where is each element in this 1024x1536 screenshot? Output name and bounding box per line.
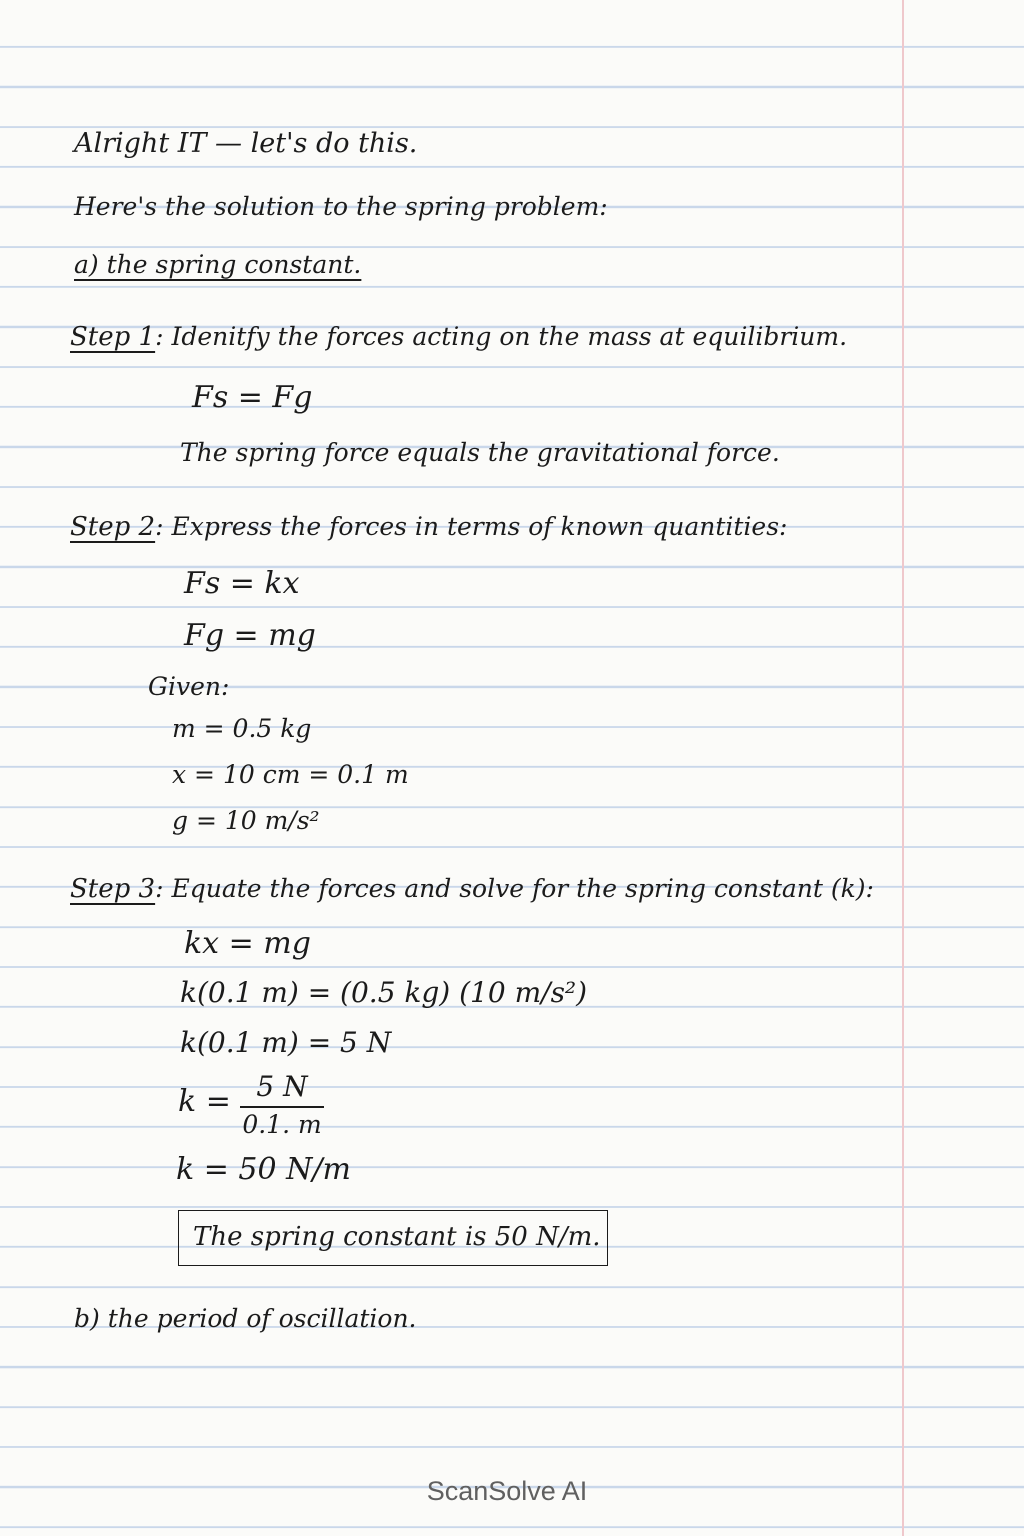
step3-result: k = 50 N/m — [176, 1152, 351, 1187]
given-gravity: g = 10 m/s² — [172, 806, 320, 835]
step3-equation-1: kx = mg — [184, 926, 311, 961]
step3-line — [70, 874, 874, 905]
step2-line — [70, 512, 787, 543]
intro-line: Alright IT — let's do this. — [74, 128, 418, 159]
scansolve-watermark: ScanSolve AI — [426, 1476, 588, 1506]
part-b-heading: b) the period of oscillation. — [74, 1304, 417, 1333]
step1-note: The spring force equals the gravitational force. — [180, 438, 780, 467]
part-a-heading: a) the spring constant. — [74, 250, 362, 279]
fraction-numerator: 5 N — [256, 1070, 308, 1103]
given-displacement: x = 10 cm = 0.1 m — [172, 760, 409, 789]
step1-label: Step 1 — [70, 322, 156, 352]
margin-line — [902, 0, 904, 1536]
step2-equation-fg: Fg = mg — [184, 618, 316, 653]
step3-equation-3: k(0.1 m) = 5 N — [180, 1026, 392, 1059]
step2-equation-fs: Fs = kx — [184, 566, 300, 601]
fraction-lhs: k = — [178, 1084, 231, 1119]
fraction-bar — [240, 1106, 324, 1108]
given-label: Given: — [148, 672, 230, 701]
given-mass: m = 0.5 kg — [172, 714, 312, 743]
step1-equation: Fs = Fg — [192, 380, 313, 415]
step1-line — [70, 322, 847, 353]
fraction-denominator: 0.1. m — [242, 1110, 322, 1139]
step3-text: : Equate the forces and solve for the spring constant (k): — [155, 874, 874, 903]
step2-text: : Express the forces in terms of known quantities: — [155, 512, 788, 541]
step2-label: Step 2 — [70, 512, 156, 542]
subtitle-line: Here's the solution to the spring problem: — [74, 192, 608, 221]
step1-text: : Idenitfy the forces acting on the mass at equilibrium. — [155, 322, 848, 351]
step3-equation-2: k(0.1 m) = (0.5 kg) (10 m/s²) — [180, 976, 588, 1009]
boxed-answer: The spring constant is 50 N/m. — [193, 1222, 601, 1252]
step3-label: Step 3 — [70, 874, 156, 904]
answer-box — [178, 1210, 608, 1266]
